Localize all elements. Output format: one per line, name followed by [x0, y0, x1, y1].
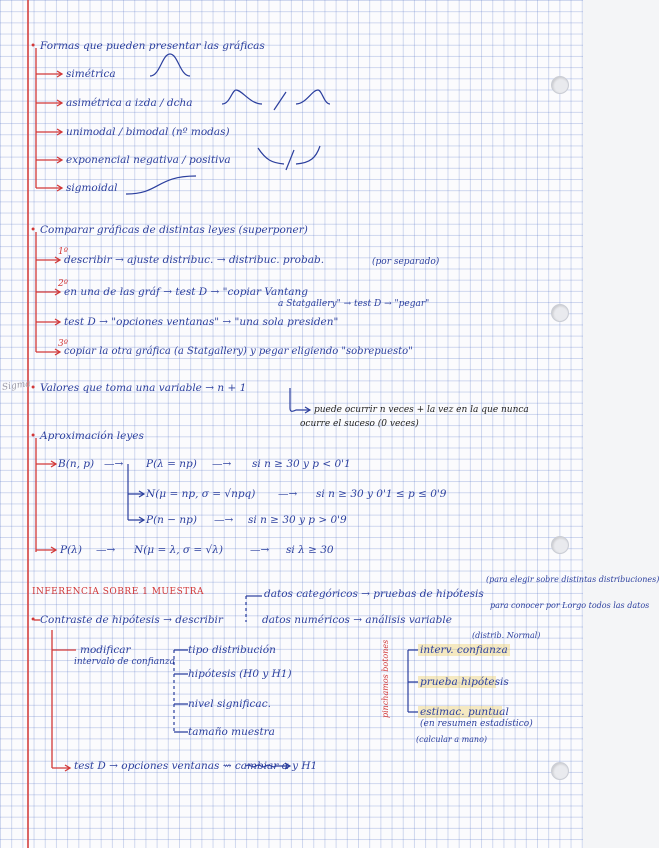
- section-title-aproximacion: Aproximación leyes: [40, 430, 144, 442]
- step-4: copiar la otra gráfica (a Statgallery) y pegar eligiendo "sobrepuesto": [64, 346, 413, 357]
- arrow-glyph: —→: [250, 544, 270, 556]
- bullet-dot: •: [30, 614, 37, 626]
- bullet-dot: •: [30, 382, 37, 394]
- pencil-note: Sigma: [1, 379, 32, 393]
- normal-approx-2: N(μ = λ, σ = √λ): [134, 544, 223, 556]
- step-number: 1º: [58, 247, 68, 257]
- normal-condition-2: si λ ≥ 30: [286, 544, 334, 556]
- step-2-b: a Statgallery" → test D → "pegar": [278, 299, 430, 309]
- result-item: estimac. puntual: [420, 706, 509, 718]
- categorical-note-2: para conocer por Lorgo todos las datos: [490, 601, 650, 610]
- section-title-valores: Valores que toma una variable → n + 1: [40, 382, 247, 394]
- step-2: en una de las gráf → test D → "copiar Vantang: [64, 286, 309, 298]
- section-title-formas: Formas que pueden presentar las gráficas: [40, 40, 265, 52]
- note-line-1: puede ocurrir n veces + la vez en la que nunca: [314, 405, 529, 415]
- param-item: tamaño muestra: [188, 726, 275, 738]
- section-title-comparar: Comparar gráficas de distintas leyes (superponer): [40, 224, 308, 236]
- binomial: B(n, p): [58, 458, 95, 470]
- poisson-approx: P(λ = np): [146, 458, 197, 470]
- shape-item: unimodal / bimodal (nº modas): [66, 126, 230, 138]
- bullet-dot: •: [30, 224, 37, 236]
- poisson: P(λ): [60, 544, 82, 556]
- arrow-glyph: —→: [104, 458, 124, 470]
- param-item: tipo distribución: [188, 644, 276, 656]
- step-number: 2º: [58, 279, 68, 289]
- result-item: interv. confianza: [420, 644, 508, 656]
- note-line-2: ocurre el suceso (0 veces): [300, 419, 419, 429]
- poisson-approx-2: P(n − np): [146, 514, 197, 526]
- arrow-glyph: —→: [214, 514, 234, 526]
- normal-condition: si n ≥ 30 y 0'1 ≤ p ≤ 0'9: [316, 488, 447, 500]
- distrib-normal-note: (distrib. Normal): [472, 631, 541, 640]
- step-1: describir → ajuste distribuc. → distribuc. probab.: [64, 254, 325, 266]
- result-item: prueba hipótesis: [420, 676, 509, 688]
- section-heading-inferencia: INFERENCIA SOBRE 1 MUESTRA: [32, 587, 205, 597]
- modify-label: modificar: [80, 644, 131, 656]
- arrow-glyph: —→: [278, 488, 298, 500]
- bullet-dot: •: [30, 430, 37, 442]
- contraste-hipotesis: Contraste de hipótesis → describir: [40, 614, 223, 626]
- result-note: (en resumen estadístico): [420, 719, 533, 729]
- categorical-note: (para elegir sobre distintas distribuciones): [486, 575, 659, 584]
- vertical-note: pinchamos botones: [381, 639, 390, 718]
- param-item: hipótesis (H0 y H1): [188, 668, 292, 680]
- shape-item: asimétrica a izda / dcha: [66, 97, 193, 109]
- categorical-data: datos categóricos → pruebas de hipótesis: [264, 588, 484, 600]
- poisson-condition-2: si n ≥ 30 y p > 0'9: [248, 514, 347, 526]
- normal-approx: N(μ = np, σ = √npq): [146, 488, 256, 500]
- step-1-note: (por separado): [372, 257, 440, 267]
- bullet-dot: •: [30, 40, 37, 52]
- modify-label-2: intervalo de confianza: [74, 657, 176, 667]
- shape-item: simétrica: [66, 68, 116, 80]
- bottom-line: test D → opciones ventanas ⇝ cambiar α y H1: [74, 760, 318, 772]
- result-note-2: (calcular a mano): [416, 735, 488, 744]
- param-item: nivel significac.: [188, 698, 271, 710]
- arrow-glyph: —→: [96, 544, 116, 556]
- poisson-condition: si n ≥ 30 y p < 0'1: [252, 458, 351, 470]
- numeric-data: datos numéricos → análisis variable: [262, 614, 452, 626]
- step-number: 3º: [58, 339, 68, 349]
- step-3: test D → "opciones ventanas" → "una sola presiden": [64, 316, 339, 328]
- shape-item: sigmoidal: [66, 182, 118, 194]
- arrow-glyph: —→: [212, 458, 232, 470]
- shape-item: exponencial negativa / positiva: [66, 154, 231, 166]
